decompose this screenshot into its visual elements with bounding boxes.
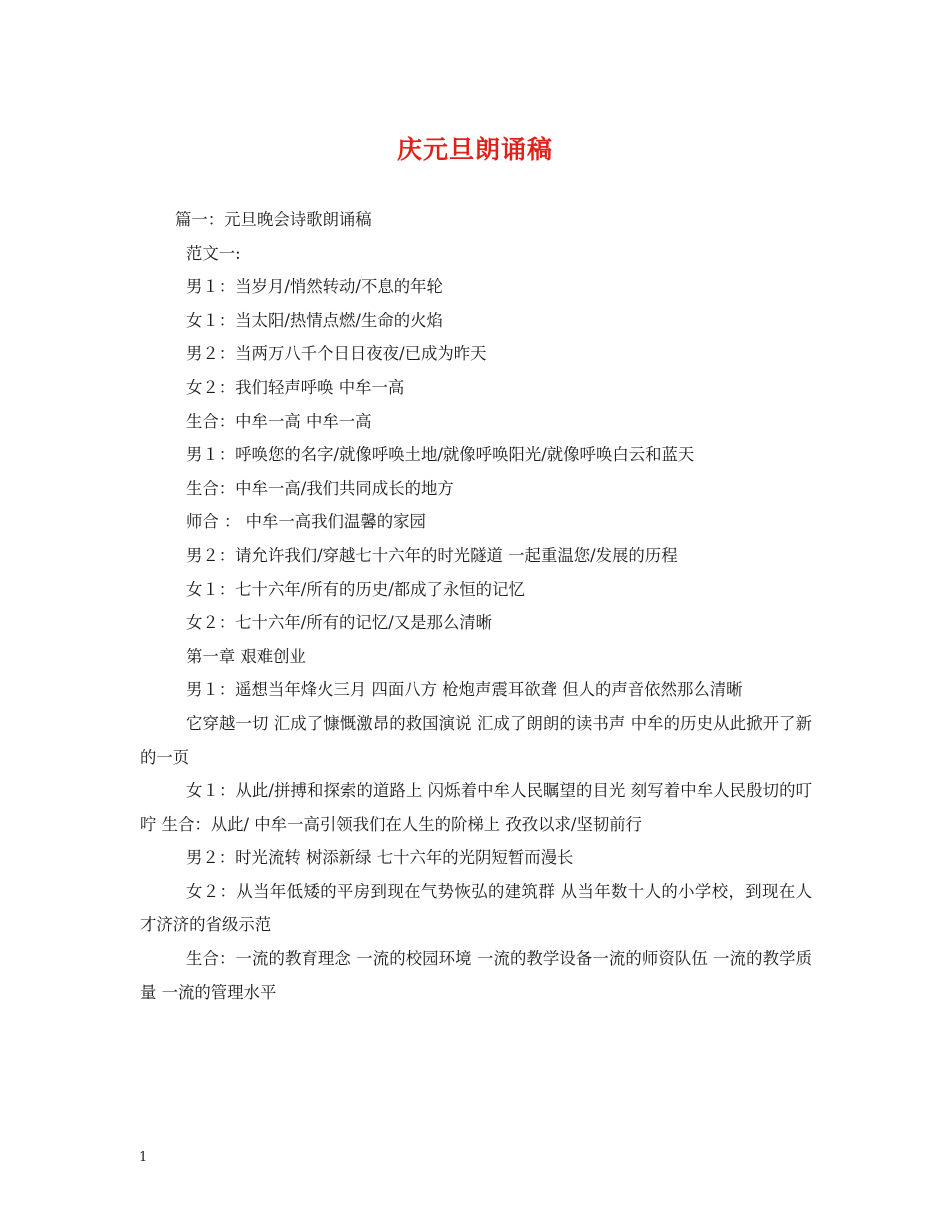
paragraph: 女１：从此/拼搏和探索的道路上 闪烁着中牟人民瞩望的目光 刻写着中牟人民殷切的叮咛 生合：从此/ 中牟一高引领我们在人生的阶梯上 孜孜以求/坚韧前行 <box>140 781 812 834</box>
paragraph: 生合：一流的教育理念 一流的校园环境 一流的教学设备一流的师资队伍 一流的教学质量 一流的管理水平 <box>140 949 812 1002</box>
paragraph: 男１：呼唤您的名字/就像呼唤土地/就像呼唤阳光/就像呼唤白云和蓝天 <box>186 445 695 465</box>
paragraph: 师合 ： 中牟一高我们温馨的家园 <box>186 512 426 532</box>
paragraph: 女２：从当年低矮的平房到现在气势恢弘的建筑群 从当年数十人的小学校，到现在人才济济的省级示范 <box>140 881 812 935</box>
paragraph: 女１：当太阳/热情点燃/生命的火焰 <box>186 310 443 330</box>
paragraph: 生合：中牟一高/我们共同成长的地方 <box>186 478 454 498</box>
paragraph: 女２：七十六年/所有的记忆/又是那么清晰 <box>186 613 493 633</box>
paragraph: 男１：当岁月/悄然转动/不息的年轮 <box>186 277 443 297</box>
paragraph: 男２：当两万八千个日日夜夜/已成为昨天 <box>186 344 487 364</box>
paragraph: 范文一: <box>186 243 241 263</box>
page-number: 1 <box>139 1150 148 1165</box>
chapter-heading: 第一章 艰难创业 <box>186 646 306 666</box>
document-body <box>140 203 812 1009</box>
paragraph: 女２：我们轻声呼唤 中牟一高 <box>186 377 405 397</box>
paragraph: 生合：中牟一高 中牟一高 <box>186 411 372 431</box>
paragraph: 男２：请允许我们/穿越七十六年的时光隧道 一起重温您/发展的历程 <box>186 545 678 565</box>
section-heading: 篇一：元旦晚会诗歌朗诵稿 <box>175 210 372 229</box>
page-title: 庆元旦朗诵稿 <box>396 135 553 164</box>
paragraph: 男１：遥想当年烽火三月 四面八方 枪炮声震耳欲聋 但人的声音依然那么清晰 <box>186 680 743 700</box>
paragraph: 它穿越一切 汇成了慷慨激昂的救国演说 汇成了朗朗的读书声 中牟的历史从此掀开了新的一页 <box>140 713 812 767</box>
paragraph: 女１：七十六年/所有的历史/都成了永恒的记忆 <box>186 579 525 599</box>
paragraph: 男２：时光流转 树添新绿 七十六年的光阴短暂而漫长 <box>186 848 574 868</box>
